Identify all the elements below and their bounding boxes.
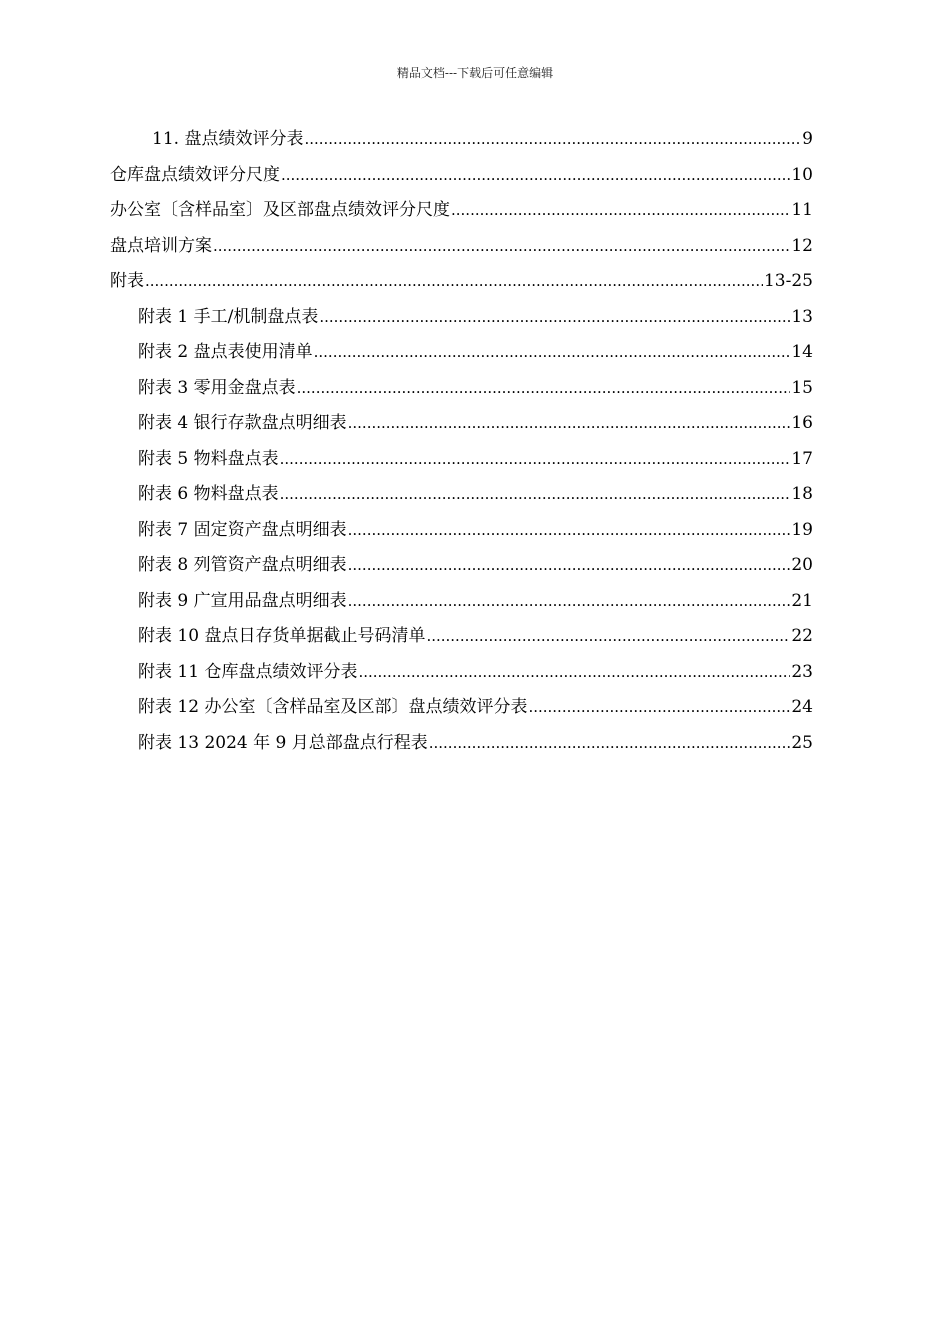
toc-page-number: 10: [791, 164, 813, 185]
toc-entry-title: 附表 4 银行存款盘点明细表: [138, 413, 347, 433]
toc-dot-leader: [348, 513, 791, 549]
toc-entry-title: 11. 盘点绩效评分表: [152, 129, 304, 149]
toc-page-number: 25: [791, 732, 813, 753]
toc-dot-leader: [358, 655, 790, 691]
toc-entry-title: 附表 13 2024 年 9 月总部盘点行程表: [138, 732, 428, 753]
toc-entry-title: 仓库盘点绩效评分尺度: [110, 164, 280, 185]
toc-dot-leader: [348, 548, 791, 584]
toc-page-number: 12: [791, 235, 813, 256]
toc-entry[interactable]: [110, 655, 813, 691]
toc-dot-leader: [280, 442, 791, 478]
toc-entry-title: 盘点培训方案: [110, 235, 212, 256]
toc-dot-leader: [528, 690, 790, 726]
toc-entry-title: 附表 12 办公室〔含样品室及区部〕盘点绩效评分表: [138, 697, 528, 717]
toc-page-number: 23: [791, 661, 813, 682]
toc-page-number: 13: [791, 306, 813, 327]
toc-page-number: 11: [791, 200, 813, 220]
toc-entry[interactable]: [110, 726, 813, 762]
toc-entry[interactable]: [110, 442, 813, 478]
toc-entry[interactable]: [110, 690, 813, 726]
toc-entry-title: 附表 7 固定资产盘点明细表: [138, 519, 347, 540]
toc-entry-title: 办公室〔含样品室〕及区部盘点绩效评分尺度: [110, 200, 450, 220]
toc-entry-title: 附表 11 仓库盘点绩效评分表: [138, 661, 358, 682]
toc-page-number: 14: [791, 342, 813, 362]
toc-entry[interactable]: [110, 158, 813, 194]
toc-entry-title: 附表: [110, 271, 144, 291]
toc-page-number: 17: [791, 448, 813, 469]
toc-entry-title: 附表 10 盘点日存货单据截止号码清单: [138, 626, 426, 646]
toc-entry[interactable]: [110, 300, 813, 336]
toc-dot-leader: [348, 406, 791, 442]
toc-page-number: 24: [791, 697, 813, 717]
table-of-contents: [110, 122, 813, 761]
toc-dot-leader: [304, 122, 801, 158]
toc-entry-title: 附表 6 物料盘点表: [138, 484, 279, 504]
toc-entry[interactable]: [110, 193, 813, 229]
toc-entry[interactable]: [110, 513, 813, 549]
toc-page-number: 15: [791, 377, 813, 398]
toc-dot-leader: [348, 584, 791, 620]
toc-entry[interactable]: [110, 406, 813, 442]
toc-page-number: 21: [791, 590, 813, 611]
toc-entry[interactable]: [110, 584, 813, 620]
toc-page-number: 13-25: [763, 271, 813, 291]
toc-page-number: 18: [791, 484, 813, 504]
page-header: 精品文档---下载后可任意编辑: [396, 66, 554, 80]
toc-entry[interactable]: [110, 371, 813, 407]
toc-entry-title: 附表 1 手工/机制盘点表: [138, 306, 319, 327]
toc-dot-leader: [213, 229, 790, 265]
toc-entry-title: 附表 3 零用金盘点表: [138, 377, 296, 398]
toc-dot-leader: [297, 371, 791, 407]
toc-entry[interactable]: [110, 619, 813, 655]
toc-entry[interactable]: [110, 229, 813, 265]
toc-entry-title: 附表 9 广宣用品盘点明细表: [138, 590, 347, 611]
toc-dot-leader: [451, 193, 790, 229]
toc-dot-leader: [426, 619, 790, 655]
toc-dot-leader: [314, 335, 791, 371]
toc-entry-title: 附表 2 盘点表使用清单: [138, 342, 313, 362]
toc-entry[interactable]: [110, 477, 813, 513]
toc-entry[interactable]: [110, 122, 813, 158]
toc-entry-title: 附表 5 物料盘点表: [138, 448, 279, 469]
toc-page-number: 9: [802, 129, 813, 149]
toc-entry[interactable]: [110, 335, 813, 371]
toc-dot-leader: [281, 158, 790, 194]
toc-entry[interactable]: [110, 548, 813, 584]
toc-page-number: 20: [791, 555, 813, 575]
toc-entry-title: 附表 8 列管资产盘点明细表: [138, 555, 347, 575]
toc-dot-leader: [280, 477, 791, 513]
toc-page-number: 22: [791, 626, 813, 646]
toc-dot-leader: [429, 726, 791, 762]
toc-dot-leader: [145, 264, 763, 300]
toc-page-number: 19: [791, 519, 813, 540]
toc-page-number: 16: [791, 413, 813, 433]
toc-dot-leader: [319, 300, 790, 336]
toc-entry[interactable]: [110, 264, 813, 300]
